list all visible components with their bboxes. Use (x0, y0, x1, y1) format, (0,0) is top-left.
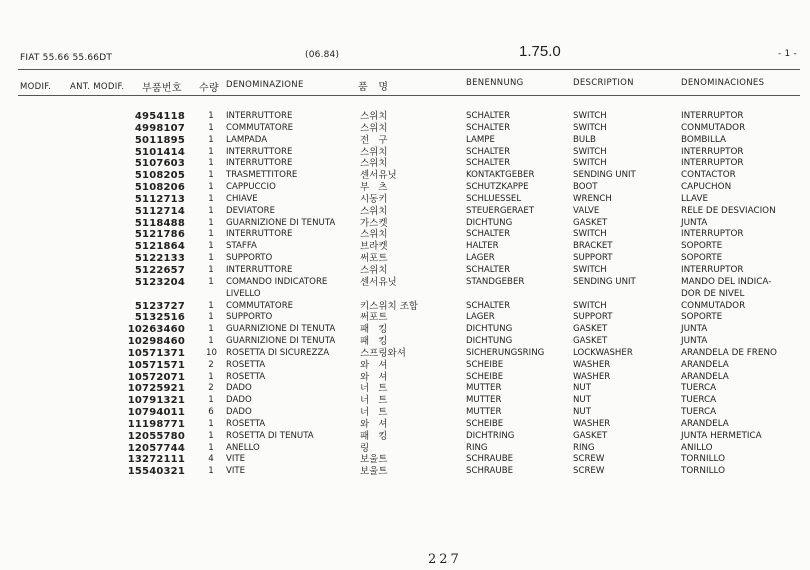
name-ko: 가스켓 (360, 217, 388, 229)
part-number: 10571571 (127, 359, 185, 371)
name-de: STEUERGERAET (466, 205, 535, 216)
name-ko: 전 구 (360, 134, 388, 146)
table-row (0, 443, 810, 455)
name-ko: 스위치 (360, 205, 388, 217)
name-ko: 키스위치 조합 (360, 300, 419, 312)
name-ko: 스위치 (360, 122, 388, 134)
name-it: ROSETTA DI TENUTA (226, 430, 314, 441)
quantity: 1 (208, 111, 214, 121)
name-es: TUERCA (681, 395, 717, 406)
name-it: LAMPADA (226, 134, 268, 145)
table-row (0, 206, 810, 218)
name-en: SWITCH (573, 122, 607, 133)
table-row (0, 218, 810, 230)
quantity: 1 (208, 395, 214, 406)
name-it: VITE (226, 454, 246, 465)
name-ko: 패 킹 (360, 336, 388, 348)
part-number: 5122133 (134, 253, 185, 265)
table-row (0, 229, 810, 241)
part-number: 13272111 (127, 454, 185, 466)
name-en: GASKET (573, 336, 608, 347)
quantity: 2 (208, 359, 214, 370)
name-en: SWITCH (573, 146, 607, 157)
quantity: 1 (208, 253, 214, 264)
name-de: SCHRAUBE (466, 454, 514, 465)
page-mark: - 1 - (778, 49, 797, 59)
name-ko: 와 셔 (360, 418, 388, 430)
part-number: 5118488 (134, 217, 185, 229)
name-it: DEVIATORE (226, 205, 276, 216)
name-de: SCHUTZKAPPE (466, 182, 529, 193)
name-de: SCHALTER (466, 122, 511, 133)
table-row (0, 454, 810, 466)
name-de: SCHRAUBE (466, 466, 514, 477)
name-ko: 너 트 (360, 395, 388, 407)
name-de: DICHTUNG (466, 336, 513, 347)
part-number: 10725921 (127, 383, 185, 395)
col-ant-modif: ANT. MODIF. (70, 82, 125, 92)
name-en: SENDING UNIT (573, 170, 636, 181)
name-de: SICHERUNGSRING (466, 347, 545, 358)
name-it: ROSETTA (226, 418, 266, 429)
name-en: SUPPORT (573, 312, 613, 323)
name-es: JUNTA HERMETICA (681, 430, 762, 441)
name-de: SCHALTER (466, 229, 511, 240)
name-en: SWITCH (573, 111, 607, 121)
name-it: COMMUTATORE (226, 300, 294, 311)
name-es: LLAVE (681, 193, 709, 204)
part-number: 10571371 (127, 347, 185, 359)
name-ko: 패 킹 (360, 430, 388, 442)
table-row (0, 123, 810, 135)
col-benennung: BENENNUNG (466, 78, 524, 88)
name-ko: 스위치 (360, 111, 388, 122)
quantity: 1 (208, 170, 214, 181)
part-number: 4998107 (134, 122, 185, 134)
table-row (0, 348, 810, 360)
name-it: GUARNIZIONE DI TENUTA (226, 324, 336, 335)
name-ko: 너 트 (360, 383, 388, 395)
name-es: SOPORTE (681, 241, 723, 252)
part-number: 5112713 (134, 193, 185, 205)
col-denominazione: DENOMINAZIONE (226, 80, 304, 90)
name-ko: 와 셔 (360, 359, 388, 371)
name-ko: 브라켓 (360, 241, 388, 253)
name-es: ARANDELA (681, 371, 729, 382)
name-de: RING (466, 442, 488, 453)
name-en: WASHER (573, 371, 611, 382)
name-ko: 링 (360, 442, 370, 454)
part-number: 15540321 (127, 466, 185, 478)
name-es: DOR DE NIVEL (681, 288, 745, 299)
name-es: INTERRUPTOR (681, 111, 744, 121)
table-row (0, 241, 810, 253)
name-es: TORNILLO (681, 454, 725, 465)
table-row (0, 265, 810, 277)
quantity: 1 (208, 430, 214, 441)
name-en: NUT (573, 395, 591, 406)
name-es: ARANDELA (681, 418, 729, 429)
table-row (0, 170, 810, 182)
name-de: STANDGEBER (466, 276, 525, 287)
name-ko: 보울트 (360, 466, 388, 478)
quantity: 1 (208, 205, 214, 216)
name-es: TUERCA (681, 407, 717, 418)
col-part-number: 부품번호 (142, 83, 182, 94)
name-es: MANDO DEL INDICA- (681, 276, 772, 287)
name-it: CAPPUCCIO (226, 182, 276, 193)
quantity: 1 (208, 146, 214, 157)
section-number: 1.75.0 (519, 43, 561, 60)
name-ko: 스위치 (360, 229, 388, 241)
name-es: JUNTA (681, 324, 708, 335)
name-es: CONTACTOR (681, 170, 736, 181)
name-en: GASKET (573, 217, 608, 228)
name-es: ANILLO (681, 442, 713, 453)
name-de: LAGER (466, 312, 495, 323)
table-row (0, 194, 810, 206)
part-number: 5123204 (134, 276, 185, 288)
part-number: 12057744 (127, 442, 185, 454)
name-de: SCHEIBE (466, 359, 504, 370)
name-en: BOOT (573, 182, 598, 193)
col-denominaciones: DENOMINACIONES (681, 78, 765, 88)
name-ko: 스프링와셔 (360, 347, 406, 359)
name-it: INTERRUTTORE (226, 111, 293, 121)
name-es: SOPORTE (681, 253, 723, 264)
name-es: RELE DE DESVIACION (681, 205, 776, 216)
table-row (0, 466, 810, 478)
part-number: 5101414 (134, 146, 185, 158)
name-es: CAPUCHON (681, 182, 732, 193)
part-number: 10572071 (127, 371, 185, 383)
name-en: WASHER (573, 418, 611, 429)
part-number: 5132516 (134, 312, 185, 324)
name-ko: 와 셔 (360, 371, 388, 383)
name-en: SWITCH (573, 229, 607, 240)
name-de: SCHALTER (466, 111, 511, 121)
part-number: 10794011 (127, 407, 185, 419)
name-es: ARANDELA (681, 359, 729, 370)
quantity: 1 (208, 229, 214, 240)
quantity: 1 (208, 324, 214, 335)
name-de: HALTER (466, 241, 499, 252)
edition-date: (06.84) (305, 50, 340, 60)
name-it: DADO (226, 383, 252, 394)
name-en: GASKET (573, 324, 608, 335)
name-en: SENDING UNIT (573, 276, 636, 287)
name-es: TORNILLO (681, 466, 725, 477)
name-de: SCHEIBE (466, 371, 504, 382)
quantity: 1 (208, 217, 214, 228)
name-de: LAGER (466, 253, 495, 264)
name-es: INTERRUPTOR (681, 229, 744, 240)
table-row (0, 253, 810, 265)
name-de: MUTTER (466, 395, 502, 406)
model-title: FIAT 55.66 55.66DT (20, 53, 113, 63)
name-en: RING (573, 442, 595, 453)
name-en: SUPPORT (573, 253, 613, 264)
name-it: CHIAVE (226, 193, 258, 204)
quantity: 1 (208, 442, 214, 453)
parts-list (0, 111, 810, 478)
quantity: 1 (208, 264, 214, 275)
part-number: 12055780 (127, 430, 185, 442)
name-ko: 패 킹 (360, 324, 388, 336)
name-ko: 써포트 (360, 253, 388, 265)
name-de: SCHLUESSEL (466, 193, 522, 204)
quantity: 1 (208, 241, 214, 252)
name-ko: 센서유닛 (360, 276, 397, 288)
name-it: LIVELLO (226, 288, 261, 299)
header-rule-top (18, 69, 800, 70)
name-en: WASHER (573, 359, 611, 370)
part-number: 5123727 (134, 300, 185, 312)
name-en: SWITCH (573, 264, 607, 275)
quantity: 1 (208, 193, 214, 204)
name-en: NUT (573, 383, 591, 394)
name-en: SCREW (573, 454, 605, 465)
table-row (0, 312, 810, 324)
name-de: SCHEIBE (466, 418, 504, 429)
name-de: DICHTRING (466, 430, 515, 441)
name-es: INTERRUPTOR (681, 146, 744, 157)
name-it: INTERRUTTORE (226, 146, 293, 157)
part-number: 5107603 (134, 158, 185, 170)
page-number: 227 (428, 552, 462, 567)
name-de: DICHTUNG (466, 324, 513, 335)
name-it: ROSETTA (226, 371, 266, 382)
name-it: DADO (226, 395, 252, 406)
name-en: NUT (573, 407, 591, 418)
table-row (0, 158, 810, 170)
table-row (0, 431, 810, 443)
table-row (0, 182, 810, 194)
part-number: 10298460 (127, 336, 185, 348)
table-row (0, 277, 810, 289)
name-de: MUTTER (466, 407, 502, 418)
name-es: ARANDELA DE FRENO (681, 347, 777, 358)
table-row (0, 383, 810, 395)
name-en: VALVE (573, 205, 600, 216)
name-es: JUNTA (681, 217, 708, 228)
name-it: GUARNIZIONE DI TENUTA (226, 336, 336, 347)
quantity: 2 (208, 383, 214, 394)
quantity: 1 (208, 122, 214, 133)
name-it: COMMUTATORE (226, 122, 294, 133)
table-row (0, 301, 810, 313)
name-ko: 스위치 (360, 158, 388, 170)
name-es: INTERRUPTOR (681, 264, 744, 275)
name-de: LAMPE (466, 134, 495, 145)
quantity: 1 (208, 158, 214, 169)
quantity: 1 (208, 300, 214, 311)
part-number: 11198771 (127, 418, 185, 430)
table-row (0, 135, 810, 147)
quantity: 1 (208, 336, 214, 347)
name-it: ANELLO (226, 442, 260, 453)
quantity: 1 (208, 371, 214, 382)
quantity: 1 (208, 134, 214, 145)
name-it: SUPPORTO (226, 253, 273, 264)
part-number: 5112714 (134, 205, 185, 217)
name-en: GASKET (573, 430, 608, 441)
name-it: TRASMETTITORE (226, 170, 298, 181)
quantity: 1 (208, 312, 214, 323)
name-es: TUERCA (681, 383, 717, 394)
name-en: BULB (573, 134, 596, 145)
part-number: 5121864 (134, 241, 185, 253)
name-de: SCHALTER (466, 158, 511, 169)
name-es: SOPORTE (681, 312, 723, 323)
name-en: BRACKET (573, 241, 613, 252)
col-quantity: 수량 (199, 83, 219, 94)
quantity: 1 (208, 182, 214, 193)
part-number: 5108205 (134, 170, 185, 182)
table-row (0, 336, 810, 348)
quantity: 1 (208, 276, 214, 287)
name-it: INTERRUTTORE (226, 264, 293, 275)
quantity: 1 (208, 466, 214, 477)
name-ko: 써포트 (360, 312, 388, 324)
name-it: INTERRUTTORE (226, 158, 293, 169)
name-es: CONMUTADOR (681, 122, 746, 133)
table-row (0, 419, 810, 431)
name-es: CONMUTADOR (681, 300, 746, 311)
name-de: KONTAKTGEBER (466, 170, 535, 181)
table-row (0, 324, 810, 336)
name-it: ROSETTA (226, 359, 266, 370)
table-row (0, 147, 810, 159)
part-number: 5122657 (134, 264, 185, 276)
name-it: GUARNIZIONE DI TENUTA (226, 217, 336, 228)
name-de: DICHTUNG (466, 217, 513, 228)
name-it: ROSETTA DI SICUREZZA (226, 347, 330, 358)
name-de: MUTTER (466, 383, 502, 394)
name-ko: 스위치 (360, 146, 388, 158)
part-number: 10791321 (127, 395, 185, 407)
name-de: SCHALTER (466, 146, 511, 157)
name-en: SWITCH (573, 300, 607, 311)
quantity: 6 (208, 407, 214, 418)
table-row (0, 395, 810, 407)
name-en: WRENCH (573, 193, 612, 204)
name-it: VITE (226, 466, 246, 477)
name-en: SCREW (573, 466, 605, 477)
col-korean-name: 품 명 (358, 82, 389, 93)
name-ko: 너 트 (360, 407, 388, 419)
quantity: 4 (208, 454, 214, 465)
name-en: SWITCH (573, 158, 607, 169)
col-modif: MODIF. (20, 82, 52, 92)
name-ko: 부 츠 (360, 182, 388, 194)
name-ko: 센서유닛 (360, 170, 397, 182)
header-rule-bottom (18, 95, 800, 96)
name-de: SCHALTER (466, 264, 511, 275)
name-de: SCHALTER (466, 300, 511, 311)
table-row (0, 360, 810, 372)
quantity: 1 (208, 418, 214, 429)
part-number: 4954118 (134, 111, 185, 122)
table-row (0, 111, 810, 123)
name-it: INTERRUTTORE (226, 229, 293, 240)
name-ko: 스위치 (360, 264, 388, 276)
name-es: JUNTA (681, 336, 708, 347)
part-number: 5108206 (134, 182, 185, 194)
name-en: LOCKWASHER (573, 347, 633, 358)
part-number: 10263460 (127, 324, 185, 336)
name-es: BOMBILLA (681, 134, 727, 145)
name-ko: 시동키 (360, 193, 388, 205)
name-it: STAFFA (226, 241, 257, 252)
name-ko: 보울트 (360, 454, 388, 466)
name-it: DADO (226, 407, 252, 418)
part-number: 5121786 (134, 229, 185, 241)
name-it: SUPPORTO (226, 312, 273, 323)
quantity: 10 (206, 347, 217, 358)
table-row (0, 407, 810, 419)
col-description: DESCRIPTION (573, 78, 634, 88)
part-number: 5011895 (134, 134, 185, 146)
table-row (0, 289, 810, 301)
name-it: COMANDO INDICATORE (226, 276, 328, 287)
table-row (0, 372, 810, 384)
name-es: INTERRUPTOR (681, 158, 744, 169)
